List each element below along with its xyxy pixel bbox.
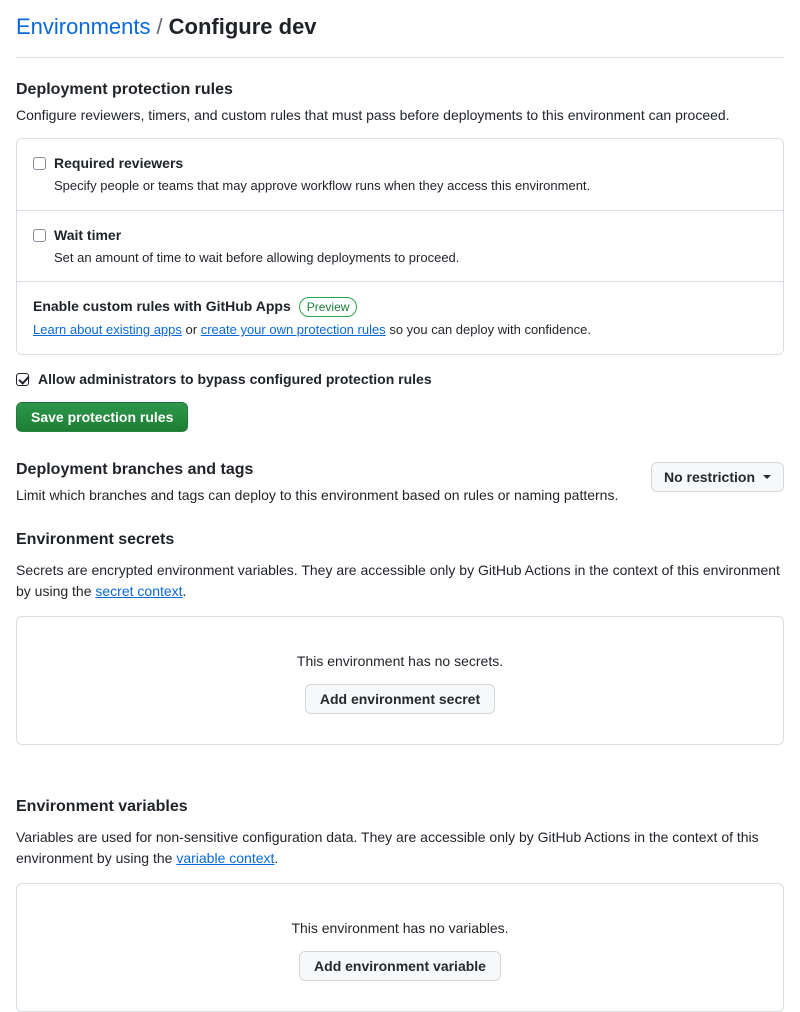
secret-context-link[interactable]: secret context [95, 582, 183, 599]
deployment-branches-title: Deployment branches and tags [16, 460, 254, 478]
preview-badge: Preview [299, 297, 358, 317]
page-title: Configure dev [168, 14, 317, 39]
deployment-branches-description: Limit which branches and tags can deploy to this environment based on rules or naming patterns. [16, 486, 619, 503]
breadcrumb-link-environments[interactable]: Environments [16, 14, 151, 39]
protection-rules-description: Configure reviewers, timers, and custom rules that must pass before deployments to this environment can proceed. [16, 107, 730, 123]
secrets-description-text: Secrets are encrypted environment variables. They are accessible only by GitHub Actions in the context of this environment by using the [16, 561, 780, 599]
add-environment-secret-button[interactable]: Add environment secret [305, 684, 495, 714]
breadcrumb-separator: / [156, 14, 163, 39]
deployment-branches-block [16, 458, 784, 506]
wait-timer-checkbox[interactable] [33, 229, 46, 242]
wait-timer-label: Wait timer [54, 226, 122, 243]
variables-description-text: Variables are used for non-sensitive configuration data. They are accessible only by GitHub Actions in the context of this environment by using the [16, 828, 759, 866]
variables-description-period: . [274, 849, 279, 866]
learn-about-existing-apps-link[interactable]: Learn about existing apps [33, 322, 182, 337]
deployment-branches-select[interactable] [651, 462, 784, 492]
environment-variables-block [16, 795, 784, 1012]
variable-context-link[interactable]: variable context [176, 849, 275, 866]
environment-secrets-empty-text: This environment has no secrets. [296, 652, 504, 669]
save-protection-rules-button[interactable]: Save protection rules [16, 402, 188, 432]
custom-rules-title: Enable custom rules with GitHub Apps [33, 298, 291, 314]
required-reviewers-label: Required reviewers [54, 155, 184, 171]
add-environment-variable-button[interactable]: Add environment variable [299, 951, 501, 981]
environment-secrets-block [16, 528, 784, 745]
environment-variables-empty-box [16, 883, 784, 1012]
protection-rules-title: Deployment protection rules [16, 81, 233, 98]
breadcrumb [16, 10, 784, 58]
environment-variables-empty-text: This environment has no variables. [291, 919, 509, 936]
rule-row-required-reviewers [17, 139, 783, 211]
chevron-down-icon [763, 475, 771, 479]
environment-secrets-description [16, 560, 784, 602]
custom-rules-tail-text: so you can deploy with confidence. [389, 322, 591, 337]
wait-timer-description: Set an amount of time to wait before allowing deployments to proceed. [54, 249, 460, 265]
protection-rules-box [16, 138, 784, 355]
deployment-branches-selected-value: No restriction [663, 468, 755, 485]
create-own-protection-rules-link[interactable]: create your own protection rules [200, 322, 386, 337]
custom-rules-conjunction: or [185, 322, 198, 337]
required-reviewers-description: Specify people or teams that may approve workflow runs when they access this environment. [54, 178, 591, 193]
rule-row-wait-timer [17, 211, 783, 283]
bypass-admins-row [16, 369, 784, 390]
secrets-description-period: . [182, 582, 187, 599]
bypass-admins-label: Allow administrators to bypass configured protection rules [38, 370, 432, 387]
section-spacer [16, 745, 784, 773]
required-reviewers-checkbox[interactable] [33, 157, 46, 170]
rule-row-custom-rules [17, 282, 783, 354]
environment-secrets-title: Environment secrets [16, 530, 175, 548]
environment-secrets-empty-box [16, 616, 784, 745]
environment-variables-description [16, 827, 784, 869]
custom-rules-links [33, 320, 767, 340]
environment-variables-title: Environment variables [16, 797, 188, 815]
bypass-admins-checkbox[interactable] [16, 373, 29, 386]
